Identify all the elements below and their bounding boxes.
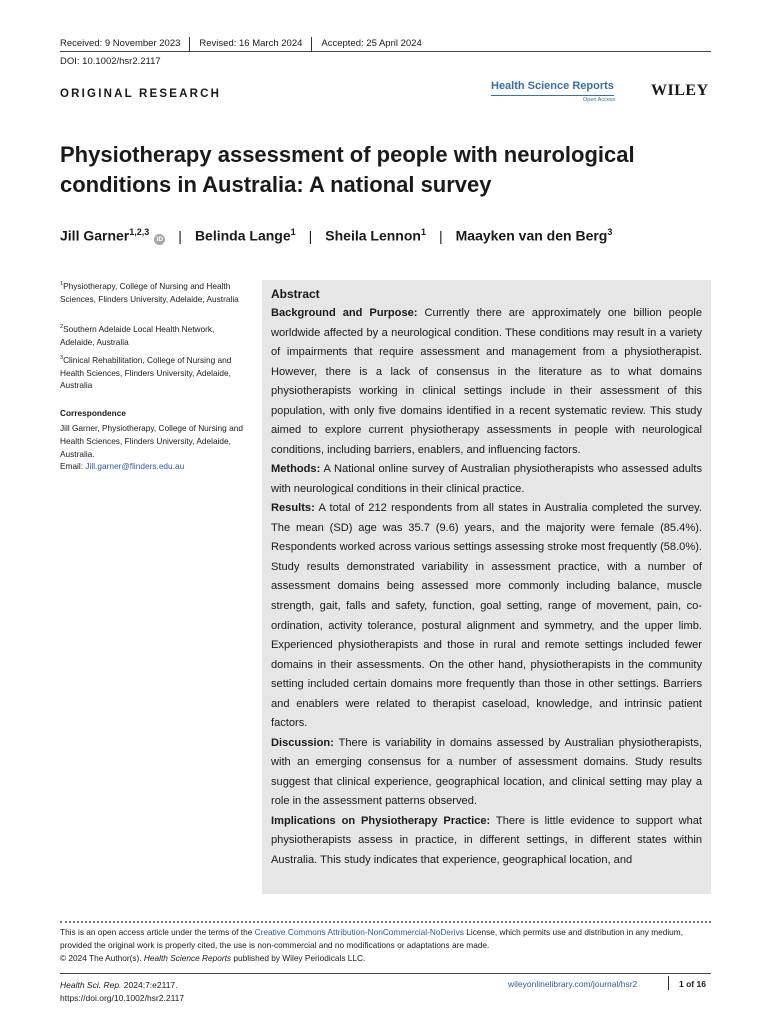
footer-rule [60,973,711,974]
page-number: 1 of 16 [679,979,706,989]
affiliation: $^1$Physiotherapy, College of Nursing and Health Sciences, Flinders University, Adelaide, Australia [60,280,239,304]
abstract-body [271,304,702,870]
article-title: Physiotherapy assessment of people with neurological conditions in Australia: A national survey [60,142,635,197]
author-separator: | [438,227,443,244]
accepted-date: Accepted: 25 April 2024 [321,38,422,49]
author-list [60,227,612,245]
abstract-section: Implications on Physiotherapy Practice: There is little evidence to support what physiotherapists assess in practice, in different settings, in different states within Australia. This study indicates that experience, geographical location, and [271,814,703,866]
author-separator: | [308,227,313,244]
footer-dotted-divider [60,921,711,923]
doi-label: DOI: 10.1002/hsr2.2117 [60,56,161,67]
author-name[interactable]: Sheila Lennon$^1$ [325,227,426,244]
revised-date: Revised: 16 March 2024 [199,38,303,49]
abstract-section: Methods: A National online survey of Australian physiotherapists who assessed adults with neurological conditions in their clinical practice. [271,463,702,495]
affiliation: $^3$Clinical Rehabilitation, College of Nursing and Health Sciences, Flinders University, Adelaide, Australia [60,354,232,391]
correspondence-body: Jill Garner, Physiotherapy, College of Nursing and Health Sciences, Flinders University, Adelaide, Australia. Email: Jill.garner@flinders.edu.au [60,423,243,472]
abstract-section: Background and Purpose: Currently there are approximately one billion people worldwide affected by a neurological condition. These conditions may result in a variety of impairments that require assessment and management from a physiotherapist. However, there is a lack of consensus in the literature as to what domains physiotherapists working in clinical settings include in their assessment of this population, with only five domains identified in a recent systematic review. This study aimed to explore current physiotherapy assessments in people with neurological conditions, including barriers, enablers, and influencing factors. [271,307,702,456]
section-label: ORIGINAL RESEARCH [60,88,222,100]
journal-logo[interactable]: Health Science Reports [491,80,614,92]
author-name[interactable]: Belinda Lange$^1$ [194,227,296,244]
header-rule [60,51,711,52]
doi-url[interactable]: https://doi.org/10.1002/hsr2.2117 [60,993,185,1003]
page-divider [668,976,669,990]
correspondence-heading: Correspondence [60,408,126,418]
author-separator: | [178,227,182,244]
journal-logo-underline [491,95,614,96]
license-notice: This is an open access article under the terms of the Creative Commons Attribution-NonCommercial-NoDerivs License, which permits use and distribution in any medium, provided the original work is properly cited, the use is non-commercial and no modifications or adaptations are made. © 2024 The Author(s). Health Science Reports published by Wiley Periodicals LLC. [60,927,684,963]
abstract-section: Results: A total of 212 respondents from all states in Australia completed the survey. The mean (SD) age was 35.7 (9.6) years, and the majority were female (85.4%). Respondents worked across various settings assessing stroke most frequently (58.0%). Study results demonstrated variability in assessment practice, with a number of assessment domains being assessed more commonly including balance, muscle strength, gait, falls and safety, function, goal setting, range of movement, pain, co-ordination, activity tolerance, postural alignment and symmetry, and the upper limb. Experienced physiotherapists and those in rural and remote settings included fewer domains in their assessments. On the other hand, physiotherapists in the community setting included certain domains more frequently than those in other settings. Barriers and enablers were related to therapist caseload, knowledge, and intrinsic patient factors. [271,502,702,730]
open-access-tag: Open Access [583,97,616,103]
received-date: Received: 9 November 2023 [60,38,181,49]
license-link[interactable]: Creative Commons Attribution-NonCommercial-NoDerivs [254,927,464,937]
abstract-section: Discussion: There is variability in domains assessed by Australian physiotherapists, with an emerging consensus for a number of assessment domains. Study results suggest that clinical experience, geographical location, and clinical setting may play a role in the assessment patterns observed. [271,736,702,808]
journal-url-link[interactable]: wileyonlinelibrary.com/journal/hsr2 [508,979,638,989]
email-link[interactable]: Jill.garner@flinders.edu.au [85,461,185,472]
article-dates [60,37,431,51]
orcid-icon[interactable]: iD [154,234,165,245]
abstract-heading: Abstract [271,287,320,301]
citation: Health Sci. Rep. 2024;7:e2117. https://doi.org/10.1002/hsr2.2117 [60,980,185,1003]
author-name[interactable]: Jill Garner$^{1,2,3}$ [60,227,150,244]
author-name[interactable]: Maayken van den Berg$^3$ [455,227,613,244]
publisher-logo[interactable]: WILEY [651,82,709,99]
affiliation: $^2$Southern Adelaide Local Health Network, Adelaide, Australia [60,323,215,347]
